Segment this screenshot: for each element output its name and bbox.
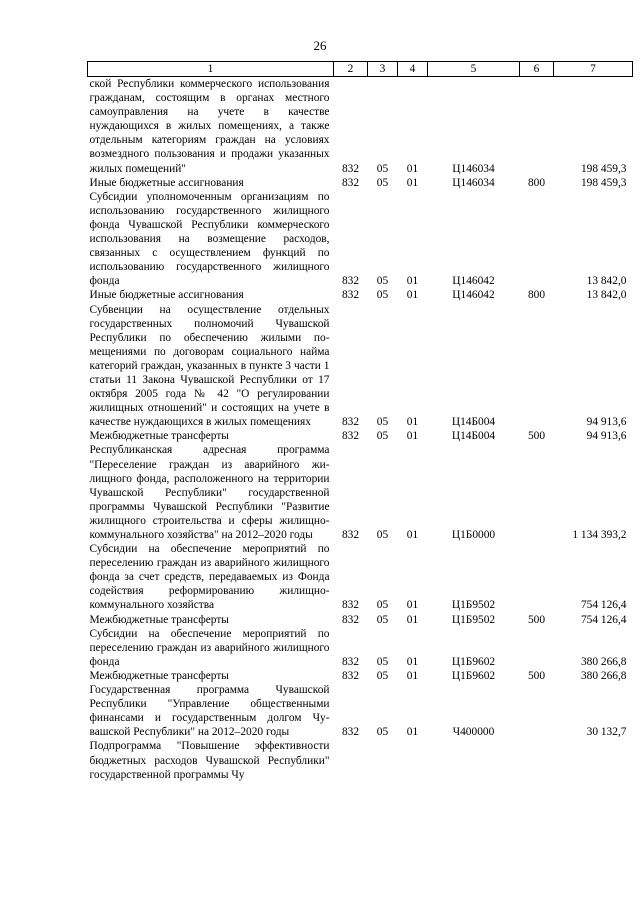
table-header [88,62,633,77]
ministry-code: 832 [341,289,360,302]
ministry-code: 832 [341,669,360,682]
amount: 198 459,3 [580,176,627,189]
target-article-code: Ц146034 [452,176,495,189]
section-code: 05 [376,416,389,429]
subsection-code: 01 [406,176,419,189]
row-description: ской Республики коммерческого использования гражданам, состоящим в органах местного самоуправления на учете в качестве нуждающихся в жилых помещениях, а также отдельным категориям граждан на условиях возмездного пользования и продажи указанных жилых помещений" [89,78,330,175]
section-code: 05 [376,289,389,302]
expense-type-code: 500 [527,613,546,626]
row-description: Республиканская адресная программа "Переселение граждан из аварийного жилищного фонда, расположенного на территории Чувашской Республики" государственной программы Чувашской Республики "Развитие жилищного строительства и сферы жилищно-коммунального хозяйства" на 2012–2020 годы [89,444,330,541]
amount: 13 842,0 [586,289,627,302]
row-description: Иные бюджетные ассигнования [89,289,244,302]
amount: 94 913,6 [586,416,627,429]
table-row [88,683,633,739]
subsection-code: 01 [406,529,419,541]
subsection-code: 01 [406,162,419,175]
ministry-code: 832 [341,162,360,175]
row-description: Межбюджетные трансферты [89,669,229,682]
expense-type-code [520,683,554,739]
table-row [88,669,633,683]
expense-type-code: 500 [527,430,546,443]
row-description: Субвенции на осуществление отдельных государственных полномочий Чувашской Республики по обеспечению жилыми помещениями по договорам социального найма категорий граждан, указанных в пункте 3 части 1 статьи 11 Закона Чувашской Республики от 17 октября 2005 года № 42 "О регулировании жилищных отношений" и состоящих на учете в качестве нуждающихся в жилых помещениях [89,303,330,429]
table-row [88,288,633,302]
ministry-code: 832 [341,613,360,626]
expense-type-code [520,739,554,781]
header-col-2: 2 [334,62,368,77]
amount: 198 459,3 [580,162,627,175]
section-code: 05 [376,726,389,739]
header-row [88,62,633,77]
ministry-code: 832 [341,655,360,668]
row-description: Межбюджетные трансферты [89,613,229,626]
section-code: 05 [376,613,389,626]
ministry-code: 832 [341,416,360,429]
header-col-3: 3 [368,62,398,77]
table-row [88,429,633,443]
section-code: 05 [376,669,389,682]
amount: 380 266,8 [580,669,627,682]
row-description: Субсидии на обеспечение мероприятий по переселению граждан из аварийного жилищного фонда за счет средств, передаваемых из Фонда содействия реформированию жилищно-коммунального хозяйства [89,543,330,612]
subsection-code: 01 [406,599,419,612]
section-code [368,739,398,781]
table-row [88,176,633,190]
target-article-code: Ц146042 [452,275,495,288]
expense-type-code [520,77,554,176]
subsection-code [398,739,428,781]
expense-type-code [520,303,554,430]
target-article-code: Ц14Б004 [451,430,496,443]
section-code: 05 [376,176,389,189]
table-row [88,542,633,612]
amount: 30 132,7 [586,726,627,739]
target-article-code: Ц1Б9602 [451,669,496,682]
header-col-4: 4 [398,62,428,77]
ministry-code: 832 [341,726,360,739]
target-article-code: Ц1Б0000 [451,529,496,541]
amount: 754 126,4 [580,599,627,612]
table-row [88,627,633,669]
section-code: 05 [376,162,389,175]
row-description: Государственная программа Чувашской Республики "Управление общественными финансами и государственным долгом Чувашской Республики" на 2012–2020 годы [89,684,330,739]
ministry-code: 832 [341,599,360,612]
row-description: Субсидии уполномоченным организациям по использованию государственного жилищного фонда Чувашской Республики коммерческого использования на возмещение расходов, связанных с осуществлением функций по использованию государственного жилищного фонда [89,190,330,288]
row-description: Подпрограмма "Повышение эффективности бюджетных расходов Чувашской Республики" государственной программы Чу [89,740,330,781]
header-col-7: 7 [554,62,633,77]
section-code: 05 [376,430,389,443]
page-number: 26 [313,38,327,53]
table-row [88,739,633,781]
subsection-code: 01 [406,416,419,429]
target-article-code: Ц146042 [452,289,495,302]
subsection-code: 01 [406,430,419,443]
amount: 380 266,8 [580,655,627,668]
subsection-code: 01 [406,275,419,288]
table-row [88,77,633,176]
table-row [88,443,633,542]
target-article-code: Ц1Б9502 [451,599,496,612]
expense-type-code: 800 [527,289,546,302]
section-code: 05 [376,599,389,612]
ministry-code: 832 [341,529,360,541]
expense-type-code: 500 [527,669,546,682]
table-row [88,303,633,430]
expense-type-code [520,190,554,289]
target-article-code: Ц1Б9502 [451,613,496,626]
expense-type-code [520,627,554,669]
section-code: 05 [376,275,389,288]
subsection-code: 01 [406,655,419,668]
table-row [88,190,633,289]
target-article-code: Ц146034 [452,162,495,175]
subsection-code: 01 [406,669,419,682]
amount [554,739,633,781]
expense-type-code: 800 [527,176,546,189]
target-article-code: Ч400000 [452,726,495,739]
amount: 13 842,0 [586,275,627,288]
header-col-6: 6 [520,62,554,77]
subsection-code: 01 [406,613,419,626]
subsection-code: 01 [406,726,419,739]
ministry-code: 832 [341,430,360,443]
amount: 1 134 393,2 [572,529,627,541]
amount: 754 126,4 [580,613,627,626]
subsection-code: 01 [406,289,419,302]
section-code: 05 [376,529,389,541]
ministry-code: 832 [341,176,360,189]
header-col-1: 1 [88,62,334,77]
target-article-code [428,739,520,781]
table-row [88,613,633,627]
row-description: Иные бюджетные ассигнования [89,176,244,189]
target-article-code: Ц14Б004 [451,416,496,429]
row-description: Межбюджетные трансферты [89,430,229,443]
ministry-code [334,739,368,781]
amount: 94 913,6 [586,430,627,443]
row-description: Субсидии на обеспечение мероприятий по переселению граждан из аварийного жилищного фонда [89,627,330,668]
ministry-code: 832 [341,275,360,288]
header-col-5: 5 [428,62,520,77]
target-article-code: Ц1Б9602 [451,655,496,668]
expense-type-code [520,542,554,612]
table-body [88,77,633,782]
section-code: 05 [376,655,389,668]
expense-type-code [520,443,554,542]
budget-table [87,61,633,782]
